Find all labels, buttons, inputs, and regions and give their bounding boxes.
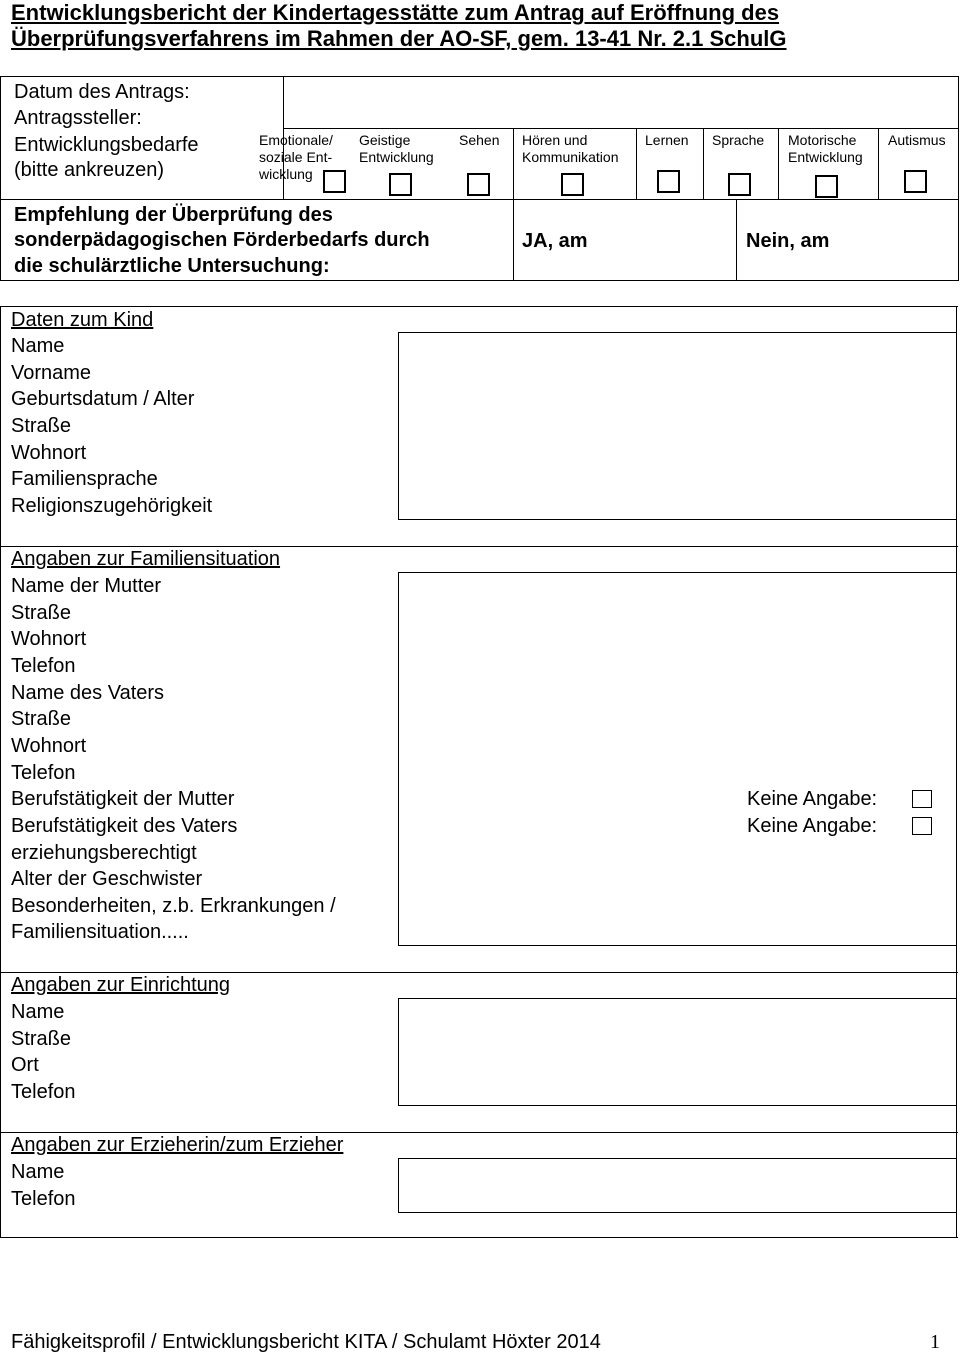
footer-text: Fähigkeitsprofil / Entwicklungsbericht KITA / Schulamt Höxter 2014 (11, 1331, 601, 1353)
einrichtung-heading: Angaben zur Einrichtung (11, 974, 231, 996)
category-motorik: Motorische Entwicklung (788, 132, 863, 165)
einrichtung-strasse-label: Straße (11, 1028, 72, 1050)
checkbox-emotional[interactable] (323, 170, 346, 193)
kind-strasse-label: Straße (11, 415, 72, 437)
kind-wohnort-label: Wohnort (11, 442, 87, 464)
familie-heading: Angaben zur Familiensituation (11, 548, 281, 570)
checkbox-lernen[interactable] (657, 170, 680, 193)
keine-angabe-vater-checkbox[interactable] (912, 817, 932, 835)
checkbox-geistig[interactable] (389, 173, 412, 196)
antragsteller-label: Antragssteller: (14, 107, 142, 129)
category-sprache: Sprache (712, 132, 765, 148)
bedarfe-label: Entwicklungsbedarfe (14, 134, 199, 156)
datum-label: Datum des Antrags: (14, 81, 190, 103)
category-autismus: Autismus (888, 132, 946, 148)
bedarfe-hint: (bitte ankreuzen) (14, 159, 165, 181)
geschwister-label: Alter der Geschwister (11, 868, 203, 890)
beruf-mutter-label: Berufstätigkeit der Mutter (11, 788, 235, 810)
kind-heading: Daten zum Kind (11, 309, 154, 331)
empfehlung-line2: sonderpädagogischen Förderbedarfs durch (14, 229, 430, 251)
besonderheiten-label: Besonderheiten, z.b. Erkrankungen / (11, 895, 336, 917)
kind-vorname-label: Vorname (11, 362, 92, 384)
checkbox-sprache[interactable] (728, 173, 751, 196)
document-title-line1: Entwicklungsbericht der Kindertagesstätte zum Antrag auf Eröffnung des (11, 0, 780, 25)
checkbox-hoeren[interactable] (561, 173, 584, 196)
kind-name-label: Name (11, 335, 65, 357)
einrichtung-ort-label: Ort (11, 1054, 39, 1076)
kind-geburtsdatum-label: Geburtsdatum / Alter (11, 388, 195, 410)
document-title-line2: Überprüfungsverfahrens im Rahmen der AO-SF, gem. 13-41 Nr. 2.1 SchulG (11, 26, 787, 51)
mutter-wohnort-label: Wohnort (11, 628, 87, 650)
checkbox-motorik[interactable] (815, 175, 838, 198)
checkbox-autismus[interactable] (904, 170, 927, 193)
mutter-strasse-label: Straße (11, 602, 72, 624)
category-emotional: Emotionale/ soziale Ent- wicklung (259, 132, 333, 182)
mutter-name-label: Name der Mutter (11, 575, 162, 597)
erzieher-heading: Angaben zur Erzieherin/zum Erzieher (11, 1134, 344, 1156)
kind-familiensprache-label: Familiensprache (11, 468, 158, 490)
vater-telefon-label: Telefon (11, 762, 76, 784)
category-geistig: Geistige Entwicklung (359, 132, 434, 165)
einrichtung-telefon-label: Telefon (11, 1081, 76, 1103)
ja-label: JA, am (522, 230, 588, 252)
erziehungsberechtigt-label: erziehungsberechtigt (11, 842, 197, 864)
erzieher-name-label: Name (11, 1161, 65, 1183)
keine-angabe-mutter-checkbox[interactable] (912, 790, 932, 808)
category-lernen: Lernen (645, 132, 689, 148)
nein-label: Nein, am (746, 230, 830, 252)
vater-name-label: Name des Vaters (11, 682, 165, 704)
vater-wohnort-label: Wohnort (11, 735, 87, 757)
kind-religion-label: Religionszugehörigkeit (11, 495, 213, 517)
category-sehen: Sehen (459, 132, 500, 148)
keine-angabe-mutter-label: Keine Angabe: (747, 788, 878, 810)
checkbox-sehen[interactable] (467, 173, 490, 196)
vater-strasse-label: Straße (11, 708, 72, 730)
besonderheiten-label-cont: Familiensituation..... (11, 921, 189, 943)
empfehlung-line3: die schulärztliche Untersuchung: (14, 255, 330, 277)
beruf-vater-label: Berufstätigkeit des Vaters (11, 815, 238, 837)
einrichtung-name-label: Name (11, 1001, 65, 1023)
keine-angabe-vater-label: Keine Angabe: (747, 815, 878, 837)
empfehlung-line1: Empfehlung der Überprüfung des (14, 204, 333, 226)
mutter-telefon-label: Telefon (11, 655, 76, 677)
erzieher-telefon-label: Telefon (11, 1188, 76, 1210)
category-hoeren: Hören und Kommunikation (522, 132, 619, 165)
page-number: 1 (930, 1331, 940, 1353)
